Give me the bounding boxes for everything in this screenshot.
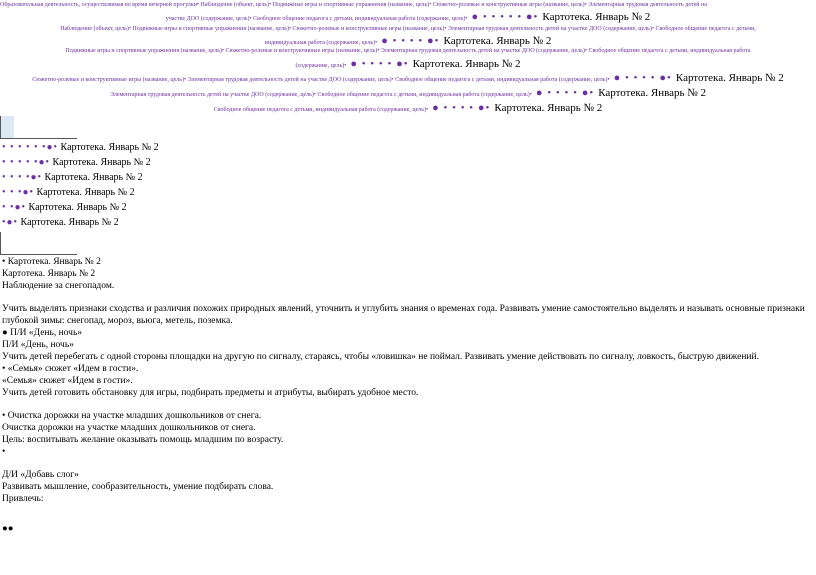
body-paragraph: Учить выделять признаки сходства и различия похожих природных явлений, уточнить и углубить знания о временах года. Развивать умение самостоятельно выделять и называть основные признаки глубокой зимы: снегопад, мороз, вьюга, метель, поземка.: [2, 304, 805, 326]
bullet: •: [2, 447, 6, 457]
header-row-4: индивидуальная работа (содержание, цель)• ● • • • • ●• Картотека. Январь № 2: [264, 35, 552, 47]
cascade-item: •●• Картотека. Январь № 2: [2, 217, 119, 228]
role-game-title: «Семья» сюжет «Идем в гости».: [2, 376, 133, 386]
cascade-item: • •●• Картотека. Январь № 2: [2, 202, 127, 213]
header-row-1: Образовательная деятельность, осуществляемая во время вечерней прогулки• Наблюдение (объект, цель)• Подвижные игры и спортивные упражнения (название, цель)• Сюжетно-ролевые и конструктивные игры (название, цель)• Элементарная трудовая деятельность детей на: [0, 2, 707, 8]
role-game-title: • «Семья» сюжет «Идем в гости».: [2, 364, 139, 374]
cascade-item: • • • • • •●• Картотека. Январь № 2: [2, 142, 159, 153]
header-row-8: Элементарная трудовая деятельность детей на участке ДОО (содержание, цель)• Свободное общение педагога с детьми, индивидуальная работа (содержание, цель)• ● • • • • ●• Картотека. Январь № 2: [109, 87, 707, 99]
body-heading: Наблюдение за снегопадом.: [2, 281, 115, 291]
didactic-game-title: Д/И «Добавь слог»: [2, 470, 79, 480]
header-row-7: Сюжетно-ролевые и конструктивные игры (название, цель)• Элементарная трудовая деятельность детей на участке ДОО (содержание, цель)• Свободное общение педагога с детьми, индивидуальная работа (содержание, цель)• ● • • • • ●• Картотека. Январь № 2: [32, 72, 784, 84]
labor-title: Очистка дорожки на участке младших дошкольников от снега.: [2, 423, 256, 433]
table-cell-border: [0, 232, 77, 255]
header-row-3: Наблюдение (объект, цель)• Подвижные игры и спортивные упражнения (название, цель)• Сюжетно-ролевые и конструктивные игры (название, цель)• Элементарная трудовая деятельность детей на участке ДОО (содержание, цель)• Свободное общение педагога с детьми,: [60, 26, 756, 32]
engage-label: Привлечь:: [2, 494, 44, 504]
header-row-9: Свободное общение педагога с детьми, индивидуальная работа (содержание, цель)• ● • • • • ●• Картотека. Январь № 2: [213, 102, 603, 114]
body-line: • Картотека. Январь № 2: [2, 257, 101, 267]
labor-title: • Очистка дорожки на участке младших дошкольников от снега.: [2, 411, 262, 421]
cascade-item: • • •●• Картотека. Январь № 2: [2, 187, 135, 198]
game-title: ● П/И «День, ночь»: [2, 328, 83, 338]
cascade-item: • • • • •●• Картотека. Январь № 2: [2, 157, 151, 168]
bullet: ●●: [2, 524, 14, 534]
body-paragraph: Развивать мышление, сообразительность, умение подбирать слова.: [2, 482, 274, 492]
body-line: Картотека. Январь № 2: [2, 269, 96, 279]
body-paragraph: Учить детей перебегать с одной стороны площадки на другую по сигналу, стараясь, чтобы «ловишка» не поймал. Развивать умение действовать по сигналу, ловкость, быструю движений.: [2, 352, 759, 362]
cascade-item: • • • •●• Картотека. Январь № 2: [2, 172, 143, 183]
body-paragraph: Учить детей готовить обстановку для игры, подбирать предметы и атрибуты, выбирать удобное место.: [2, 388, 419, 398]
header-row-5: Подвижные игры и спортивные упражнения (название, цель)• Сюжетно-ролевые и конструктивные игры (название, цель)• Элементарная трудовая деятельность детей на участке ДОО (содержание, цель)• Свободное общение педагога с детьми, индивидуальная работа: [65, 48, 751, 54]
table-cell-border: [0, 116, 77, 139]
game-title: П/И «День, ночь»: [2, 340, 74, 350]
header-row-6: (содержание, цель)• ● • • • • ●• Картотека. Январь № 2: [295, 58, 521, 70]
labor-goal: Цель: воспитывать желание оказывать помощь младшим по возрасту.: [2, 435, 284, 445]
header-row-2: участке ДОО (содержание, цель)• Свободное общение педагога с детьми, индивидуальная работа (содержание, цель)• ● • • • • • ●• Картотека. Январь № 2: [165, 11, 651, 23]
